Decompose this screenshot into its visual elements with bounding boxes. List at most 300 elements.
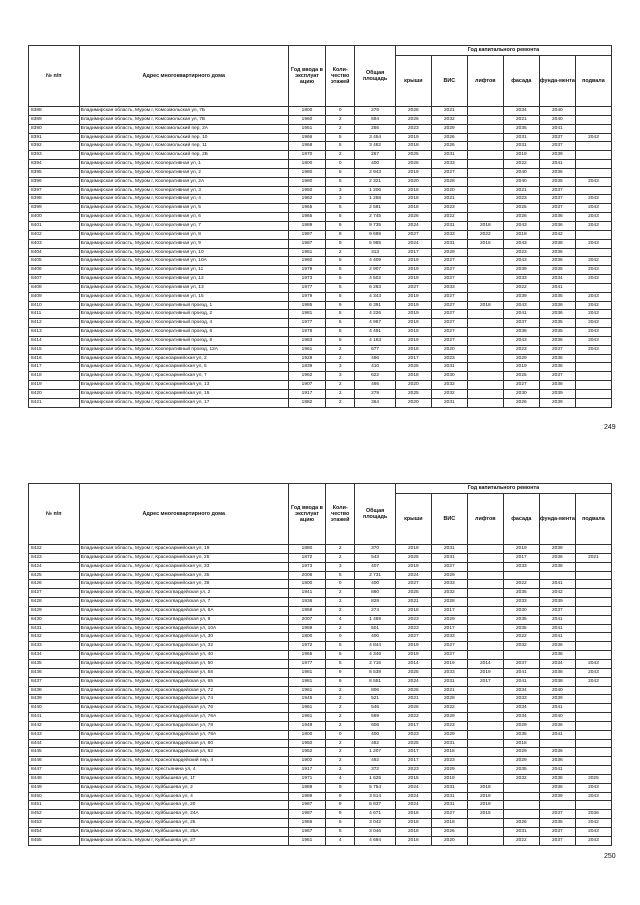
table-cell: 2029 xyxy=(503,354,539,363)
table-cell: Владимирская область, Муром г, Кооперативная ул, 5 xyxy=(79,204,288,213)
table-cell: 2022 xyxy=(503,633,539,642)
table-cell: Владимирская область, Муром г, Кооперативный проезд, 6 xyxy=(79,328,288,337)
table-row xyxy=(29,677,612,686)
table-cell: 2 xyxy=(326,545,355,554)
table-cell: Владимирская область, Муром г, Красногвардейская ул, 78 xyxy=(79,721,288,730)
table-cell: 2017 xyxy=(503,553,539,562)
table-cell: 400 xyxy=(355,730,396,739)
table-cell: 2 716 xyxy=(355,659,396,668)
table-cell: 2015 xyxy=(395,774,431,783)
table-cell: 2037 xyxy=(539,186,575,195)
header-basement: подвала xyxy=(575,494,611,545)
table-cell xyxy=(467,195,503,204)
table-cell: 2020 xyxy=(431,186,467,195)
table-row xyxy=(29,695,612,704)
table-cell: 492 xyxy=(355,757,396,766)
table-cell: 2022 xyxy=(503,160,539,169)
header-lifts: лифтов xyxy=(467,494,503,545)
table-cell: 521 xyxy=(355,695,396,704)
table-cell xyxy=(467,328,503,337)
table-cell: 2039 xyxy=(539,398,575,407)
table-cell: Владимирская область, Муром г, Кооперативная ул, 15 xyxy=(79,292,288,301)
table-row xyxy=(29,633,612,642)
table-cell: 8403 xyxy=(29,239,80,248)
table-cell: 1971 xyxy=(288,774,325,783)
table-cell: 2019 xyxy=(395,319,431,328)
table-cell: 2027 xyxy=(395,580,431,589)
table-cell: 2027 xyxy=(431,562,467,571)
table-cell: 2 xyxy=(326,589,355,598)
header-vis: ВИС xyxy=(431,56,467,107)
table-cell: 1961 xyxy=(288,836,325,845)
table-cell: 2022 xyxy=(431,704,467,713)
table-cell: 8453 xyxy=(29,819,80,828)
table-row xyxy=(29,168,612,177)
table-cell: 1941 xyxy=(288,589,325,598)
table-cell: 1981 xyxy=(288,310,325,319)
table-cell xyxy=(467,748,503,757)
table-cell xyxy=(503,792,539,801)
table-cell: Владимирская область, Муром г, Кооперативная ул, 1 xyxy=(79,160,288,169)
table-cell: 2043 xyxy=(575,336,611,345)
table-row xyxy=(29,819,612,828)
table-row xyxy=(29,345,612,354)
table-cell: 2038 xyxy=(503,328,539,337)
table-cell: 2 xyxy=(326,739,355,748)
table-cell: 2043 xyxy=(575,345,611,354)
table-cell: 2041 xyxy=(539,766,575,775)
repair-table-page-249 xyxy=(28,45,612,408)
table-cell: 2019 xyxy=(395,642,431,651)
table-cell: 2 581 xyxy=(355,204,396,213)
table-cell: 2018 xyxy=(395,606,431,615)
table-cell: 8391 xyxy=(29,133,80,142)
table-cell: 2 xyxy=(326,598,355,607)
table-cell: 1907 xyxy=(288,381,325,390)
table-cell xyxy=(467,686,503,695)
table-cell: 8411 xyxy=(29,310,80,319)
table-cell xyxy=(575,615,611,624)
table-cell xyxy=(575,354,611,363)
table-cell: 2 xyxy=(326,345,355,354)
table-cell: 4 xyxy=(326,774,355,783)
table-cell xyxy=(467,757,503,766)
table-cell: 5 xyxy=(326,828,355,837)
table-cell: 1958 xyxy=(288,606,325,615)
table-cell: 1 206 xyxy=(355,186,396,195)
table-cell: 2018 xyxy=(395,186,431,195)
table-row xyxy=(29,257,612,266)
table-cell: 806 xyxy=(355,686,396,695)
table-cell: 2026 xyxy=(503,398,539,407)
table-row xyxy=(29,704,612,713)
table-row xyxy=(29,748,612,757)
table-cell xyxy=(575,248,611,257)
table-cell: 8416 xyxy=(29,354,80,363)
table-cell: 2020 xyxy=(395,398,431,407)
table-cell: 2017 xyxy=(395,748,431,757)
table-cell: 2035 xyxy=(539,819,575,828)
table-cell: 8448 xyxy=(29,774,80,783)
table-cell: Владимирская область, Муром г, Кооперативный проезд, 12А xyxy=(79,345,288,354)
table-cell: 2033 xyxy=(431,283,467,292)
table-cell: 372 xyxy=(355,766,396,775)
table-cell: 2018 xyxy=(395,819,431,828)
table-cell: 2033 xyxy=(431,668,467,677)
table-cell: 466 xyxy=(355,381,396,390)
table-cell: 2041 xyxy=(539,615,575,624)
table-cell: 2018 xyxy=(395,142,431,151)
table-cell: 1870 xyxy=(288,151,325,160)
table-cell xyxy=(575,598,611,607)
table-cell: 1961 xyxy=(288,686,325,695)
table-cell: 2041 xyxy=(539,704,575,713)
table-row xyxy=(29,301,612,310)
table-cell: Владимирская область, Муром г, Красногвардейская ул, 74 xyxy=(79,695,288,704)
table-cell: 2037 xyxy=(503,659,539,668)
table-cell: 8437 xyxy=(29,677,80,686)
table-cell: 1948 xyxy=(288,721,325,730)
table-cell: 2031 xyxy=(431,545,467,554)
table-cell: 2035 xyxy=(503,589,539,598)
table-cell: 2 xyxy=(326,713,355,722)
table-cell: 2019 xyxy=(395,257,431,266)
table-cell: 2026 xyxy=(431,133,467,142)
table-cell: 2036 xyxy=(539,363,575,372)
table-cell: 2031 xyxy=(431,801,467,810)
table-cell: 2018 xyxy=(395,828,431,837)
table-cell: Владимирская область, Муром г, Красноармейская ул, 2 xyxy=(79,354,288,363)
header-facade: фасада xyxy=(503,494,539,545)
table-cell: 1950 xyxy=(288,739,325,748)
table-cell: 2026 xyxy=(395,213,431,222)
table-cell: 2039 xyxy=(503,266,539,275)
table-cell: 2 xyxy=(326,721,355,730)
table-cell: 8422 xyxy=(29,545,80,554)
table-cell: 2018 xyxy=(467,301,503,310)
table-cell: 2033 xyxy=(503,598,539,607)
table-cell: 2038 xyxy=(539,562,575,571)
table-cell: Владимирская область, Муром г, Кооперативная ул, 12 xyxy=(79,275,288,284)
table-row xyxy=(29,730,612,739)
table-cell: 2018 xyxy=(395,345,431,354)
table-cell: 2025 xyxy=(395,739,431,748)
table-cell: 1989 xyxy=(288,792,325,801)
table-cell: 2017 xyxy=(395,354,431,363)
table-cell: Владимирская область, Муром г, Куйбышева ул, 20 xyxy=(79,801,288,810)
table-row xyxy=(29,589,612,598)
table-cell: 5 xyxy=(326,319,355,328)
table-row xyxy=(29,783,612,792)
table-cell: 2031 xyxy=(431,398,467,407)
table-cell: 2033 xyxy=(503,275,539,284)
table-cell: Владимирская область, Муром г, Кооперативный проезд, 8 xyxy=(79,336,288,345)
table-cell: 2031 xyxy=(431,553,467,562)
table-cell: 2018 xyxy=(395,545,431,554)
table-cell: 2025 xyxy=(395,668,431,677)
table-cell: 2 xyxy=(326,686,355,695)
table-cell: 2043 xyxy=(503,221,539,230)
table-cell: 2043 xyxy=(575,792,611,801)
table-cell: 2025 xyxy=(395,553,431,562)
table-cell: 2037 xyxy=(539,133,575,142)
table-cell: 2043 xyxy=(575,221,611,230)
table-cell: 3 454 xyxy=(355,133,396,142)
table-cell: 2033 xyxy=(503,562,539,571)
table-cell: 8402 xyxy=(29,230,80,239)
table-cell: 2043 xyxy=(575,133,611,142)
table-cell: 1977 xyxy=(288,659,325,668)
table-cell: 8445 xyxy=(29,748,80,757)
table-cell: 3 xyxy=(326,372,355,381)
table-cell: 8415 xyxy=(29,345,80,354)
table-cell: 0 xyxy=(326,160,355,169)
table-cell: 2043 xyxy=(575,275,611,284)
table-cell: 8412 xyxy=(29,319,80,328)
table-cell: 2042 xyxy=(539,589,575,598)
table-row xyxy=(29,230,612,239)
header-address: Адрес многоквартирного дома xyxy=(79,46,288,107)
table-cell: 2025 xyxy=(395,363,431,372)
table-cell: 1979 xyxy=(288,266,325,275)
table-cell: 1872 xyxy=(288,553,325,562)
table-cell xyxy=(467,633,503,642)
table-cell: 2022 xyxy=(467,230,503,239)
table-cell: 2030 xyxy=(503,606,539,615)
table-cell: 8436 xyxy=(29,668,80,677)
table-cell: 8455 xyxy=(29,836,80,845)
table-cell xyxy=(467,774,503,783)
table-cell: 2 xyxy=(326,151,355,160)
table-cell: 2043 xyxy=(575,213,611,222)
table-cell: 2 xyxy=(326,757,355,766)
table-cell: Владимирская область, Муром г, Красноармейская ул, 35 xyxy=(79,571,288,580)
table-cell: 2028 xyxy=(431,695,467,704)
table-cell: 3 xyxy=(326,195,355,204)
table-cell xyxy=(575,721,611,730)
table-cell: 482 xyxy=(355,739,396,748)
table-cell: 8397 xyxy=(29,186,80,195)
header-area: Общая площадь xyxy=(355,46,396,107)
table-cell: 4 409 xyxy=(355,257,396,266)
table-cell: Владимирская область, Муром г, Крестьянина ул, 4 xyxy=(79,766,288,775)
table-cell: 2039 xyxy=(539,792,575,801)
table-cell: Владимирская область, Муром г, Кооперативная ул, 6 xyxy=(79,213,288,222)
header-num: № п/п xyxy=(29,484,80,545)
table-cell: 4 967 xyxy=(355,319,396,328)
table-cell: Владимирская область, Муром г, Красногвардейская ул, 8А xyxy=(79,606,288,615)
table-cell: 9 xyxy=(326,677,355,686)
table-row xyxy=(29,363,612,372)
table-cell: 8420 xyxy=(29,390,80,399)
table-cell: 2019 xyxy=(503,545,539,554)
table-cell: Владимирская область, Муром г, Красногвардейская ул, 10А xyxy=(79,624,288,633)
table-cell: 2025 xyxy=(395,151,431,160)
table-cell: 4 346 xyxy=(355,651,396,660)
table-cell xyxy=(575,124,611,133)
table-cell: 5 xyxy=(326,328,355,337)
table-cell: 9 xyxy=(326,301,355,310)
table-cell: 1800 xyxy=(288,160,325,169)
table-cell xyxy=(575,766,611,775)
table-cell: 2018 xyxy=(395,204,431,213)
table-cell: 2036 xyxy=(539,168,575,177)
table-cell: 2017 xyxy=(395,248,431,257)
table-row xyxy=(29,124,612,133)
table-cell: 1800 xyxy=(288,730,325,739)
header-floors: Коли-чество этажей xyxy=(326,484,355,545)
table-cell: 2017 xyxy=(431,606,467,615)
table-cell xyxy=(467,186,503,195)
table-cell xyxy=(575,571,611,580)
table-cell: 2 xyxy=(326,124,355,133)
table-cell: 2019 xyxy=(431,774,467,783)
table-cell: 2037 xyxy=(539,345,575,354)
table-cell: 2027 xyxy=(395,633,431,642)
table-cell: 2036 xyxy=(539,748,575,757)
table-cell: 1977 xyxy=(288,283,325,292)
table-cell: 1965 xyxy=(288,204,325,213)
table-cell: 2024 xyxy=(395,571,431,580)
table-cell: 2036 xyxy=(539,221,575,230)
table-cell: 2035 xyxy=(503,766,539,775)
table-cell: 1 258 xyxy=(355,195,396,204)
table-row xyxy=(29,372,612,381)
table-row xyxy=(29,266,612,275)
table-cell: 8444 xyxy=(29,739,80,748)
table-cell: 9 xyxy=(326,668,355,677)
table-cell: 1 469 xyxy=(355,615,396,624)
table-cell: Владимирская область, Муром г, Красногвардейская ул, 58 xyxy=(79,668,288,677)
table-cell: 828 xyxy=(355,598,396,607)
table-row xyxy=(29,133,612,142)
table-cell xyxy=(467,142,503,151)
table-cell: 1800 xyxy=(288,633,325,642)
table-cell: 2 xyxy=(326,115,355,124)
header-foundation: фунда-мента xyxy=(539,56,575,107)
table-cell: 2039 xyxy=(539,390,575,399)
table-row xyxy=(29,553,612,562)
table-cell xyxy=(467,319,503,328)
table-cell: 2043 xyxy=(575,204,611,213)
table-cell: Владимирская область, Муром г, Комсомольская ул, 7В xyxy=(79,115,288,124)
table-cell xyxy=(467,177,503,186)
table-cell: 407 xyxy=(355,562,396,571)
table-cell: 2038 xyxy=(539,239,575,248)
table-cell: 2027 xyxy=(503,381,539,390)
table-cell xyxy=(539,801,575,810)
table-cell: Владимирская область, Муром г, Кооперативная ул, 4 xyxy=(79,195,288,204)
table-cell: 2026 xyxy=(503,213,539,222)
table-cell: 543 xyxy=(355,553,396,562)
table-cell xyxy=(467,151,503,160)
table-cell xyxy=(467,310,503,319)
table-cell: 2021 xyxy=(431,107,467,116)
table-cell: 2026 xyxy=(395,686,431,695)
table-cell: 1961 xyxy=(288,345,325,354)
table-cell: 8441 xyxy=(29,713,80,722)
table-cell: 1983 xyxy=(288,336,325,345)
table-cell xyxy=(467,292,503,301)
table-cell: 2018 xyxy=(467,221,503,230)
table-cell: 4 183 xyxy=(355,336,396,345)
table-cell: 2028 xyxy=(431,598,467,607)
table-cell: Владимирская область, Муром г, Куйбышева ул, 1Г xyxy=(79,774,288,783)
table-cell xyxy=(467,545,503,554)
table-cell: 2023 xyxy=(503,248,539,257)
table-cell: 2032 xyxy=(503,642,539,651)
table-cell: 2031 xyxy=(503,828,539,837)
table-cell: 2027 xyxy=(431,257,467,266)
table-cell: 2026 xyxy=(395,160,431,169)
table-row xyxy=(29,390,612,399)
table-row xyxy=(29,721,612,730)
table-cell xyxy=(575,115,611,124)
table-cell: 2043 xyxy=(575,292,611,301)
table-cell: 5 xyxy=(326,266,355,275)
table-cell: 2029 xyxy=(431,730,467,739)
table-cell: 5 xyxy=(326,292,355,301)
table-cell: 8442 xyxy=(29,721,80,730)
table-cell: 2019 xyxy=(395,651,431,660)
table-cell xyxy=(467,624,503,633)
table-cell: Владимирская область, Муром г, Красноармейская ул, 5 xyxy=(79,363,288,372)
table-cell: 400 xyxy=(355,580,396,589)
table-cell: 2035 xyxy=(539,266,575,275)
header-facade: фасада xyxy=(503,56,539,107)
table-cell: 2 xyxy=(326,398,355,407)
table-cell: Владимирская область, Муром г, Кооперативный проезд, 1 xyxy=(79,301,288,310)
page-number: 250 xyxy=(604,853,616,860)
table-cell: 256 xyxy=(355,124,396,133)
table-cell: 9 xyxy=(326,221,355,230)
table-cell: 5 985 xyxy=(355,239,396,248)
table-row xyxy=(29,668,612,677)
table-cell: 8426 xyxy=(29,580,80,589)
table-row xyxy=(29,624,612,633)
table-cell: Владимирская область, Муром г, Кооперативная ул, 2 xyxy=(79,168,288,177)
repair-table-page-250 xyxy=(28,483,612,846)
table-row xyxy=(29,239,612,248)
table-cell: Владимирская область, Муром г, Красноармейская ул, 19 xyxy=(79,545,288,554)
table-cell: 2018 xyxy=(395,836,431,845)
table-row xyxy=(29,248,612,257)
table-cell: 2019 xyxy=(395,266,431,275)
table-cell xyxy=(467,257,503,266)
table-cell: 2035 xyxy=(539,177,575,186)
table-cell: 2029 xyxy=(431,124,467,133)
table-cell: 8404 xyxy=(29,248,80,257)
table-cell: 2019 xyxy=(395,168,431,177)
table-cell: 8440 xyxy=(29,704,80,713)
table-cell: 2027 xyxy=(431,310,467,319)
table-cell: 5 xyxy=(326,571,355,580)
table-cell: 1839 xyxy=(288,363,325,372)
table-cell xyxy=(467,642,503,651)
table-cell: 2021 xyxy=(395,695,431,704)
table-cell: 2 xyxy=(326,606,355,615)
table-cell: Владимирская область, Муром г, Красногвардейский пер, 4 xyxy=(79,757,288,766)
table-cell: 1981 xyxy=(288,677,325,686)
table-cell: 8392 xyxy=(29,142,80,151)
table-cell: 2031 xyxy=(431,363,467,372)
table-cell: 8451 xyxy=(29,801,80,810)
table-cell: 2 xyxy=(326,248,355,257)
table-cell xyxy=(575,651,611,660)
table-cell: 2041 xyxy=(503,310,539,319)
table-cell: 2019 xyxy=(395,562,431,571)
table-cell: 2019 xyxy=(395,275,431,284)
